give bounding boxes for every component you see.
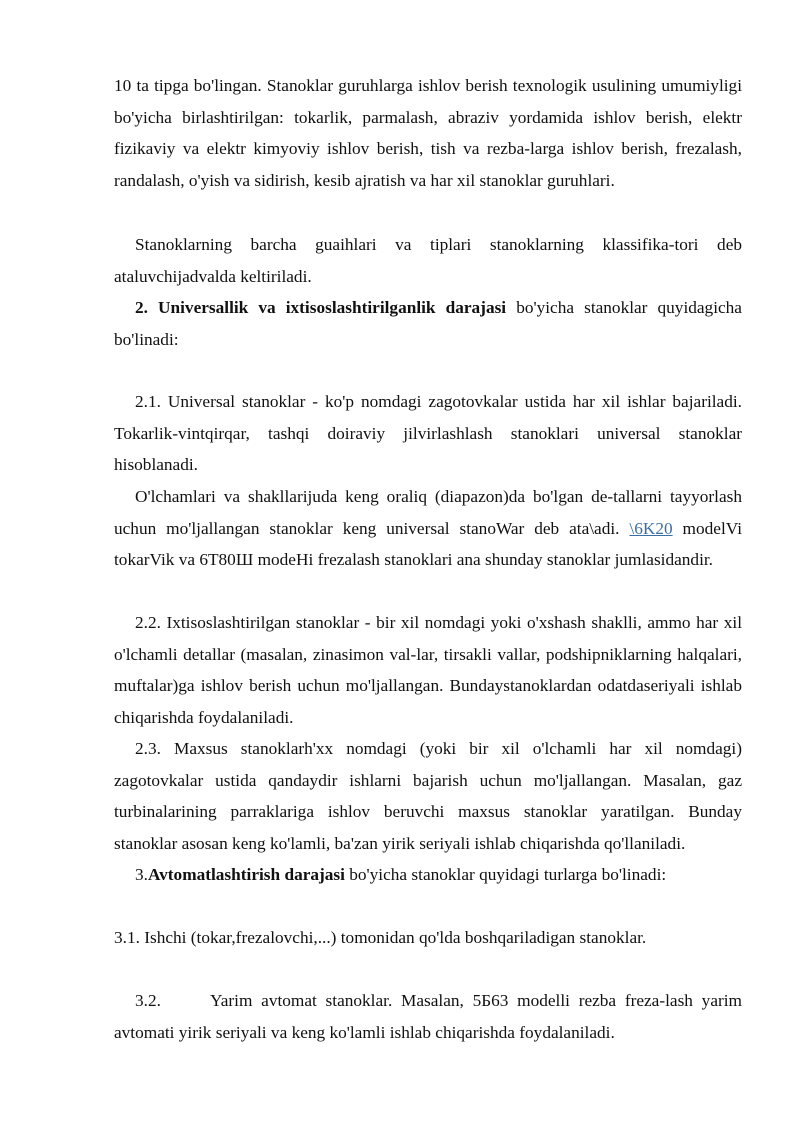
paragraph-classifier: Stanoklarning barcha guaihlari va tiplari stanoklarning klassifika-tori deb ataluvchijadvalda keltiriladi. [114,235,742,286]
heading-universality-rest: bo'yicha stanoklar quyidagicha bo'linadi: [114,298,742,349]
semi-automatic-text: Yarim avtomat stanoklar. Masalan, 5Б63 modelli rezba freza-lash yarim avtomati yirik seriyali va keng ko'lamli ishlab chiqarishda foydalaniladi. [114,991,742,1042]
automation-number: 3. [135,865,148,884]
wide-universal-text-b: modelVi tokarVik va 6T80Ш modeHi frezalash stanoklari ana shunday stanoklar jumlasidandir. [114,518,742,569]
heading-automation-rest: bo'yicha stanoklar quyidagi turlarga bo'linadi: [344,865,667,884]
paragraph-semi-automatic [114,985,742,1048]
heading-automation: Avtomatlashtirish darajasi [147,865,345,884]
paragraph-manual-machines: 3.1. Ishchi (tokar,frezalovchi,...) tomonidan qo'lda boshqariladigan stanoklar. [114,928,647,947]
paragraph-special-machines: 2.3. Maxsus stanoklarh'xx nomdagi (yoki bir xil o'lchamli har xil nomdagi) zagotovkalar ustida qandaydir ishlarni bajarish uchun mo'ljallangan. Masalan, gaz turbinalarining parraklariga ishlov beruvchi maxsus stanoklar yaratilgan. Bunday stanoklar asosan keng ko'lamli, ba'zan yirik seriyali ishlab chiqarishda qo'llaniladi. [114,739,742,853]
semi-automatic-number: 3.2. [135,991,161,1010]
paragraph-universality-heading [114,292,742,355]
paragraph-wide-universal [114,481,742,576]
paragraph-machine-groups: 10 ta tipga bo'lingan. Stanoklar guruhlarga ishlov berish texnologik usulining umumiyligi bo'yicha birlashtirilgan: tokarlik, parmalash, abraziv yordamida ishlov berish, elektr fizikaviy va elektr kimyoviy ishlov berish, tish va rezba-larga ishlov berish, frezalash, randalash, o'yish va sidirish, kesib ajratish va har xil stanoklar guruhlari. [114,76,742,190]
paragraph-automation-heading [114,859,742,891]
wide-universal-text-a: O'lchamlari va shakllarijuda keng oraliq (diapazon)da bo'lgan de-tallarni tayyorlash uchun mo'ljallangan stanoklar keng universal stanoWar deb ata\adi. [114,487,742,538]
heading-universality: 2. Universallik va ixtisoslashtirilganlik darajasi [135,298,507,317]
model-link-6k20[interactable]: \6K20 [629,518,673,538]
paragraph-universal-machines: 2.1. Universal stanoklar - ko'p nomdagi zagotovkalar ustida har xil ishlar bajariladi. Tokarlik-vintqirqar, tashqi doiraviy jilvirlashlash stanoklari universal stanoklar hisoblanadi. [114,392,742,474]
paragraph-specialized-machines: 2.2. Ixtisoslashtirilgan stanoklar - bir xil nomdagi yoki o'xshash shaklli, ammo har xil o'lchamli detallar (masalan, zinasimon val-lar, tirsakli vallar, podshipniklarning halqalari, muftalar)ga ishlov berish uchun mo'ljallangan. Bundaystanoklardan odatdaseriyali ishlab chiqarishda foydalaniladi. [114,613,742,727]
